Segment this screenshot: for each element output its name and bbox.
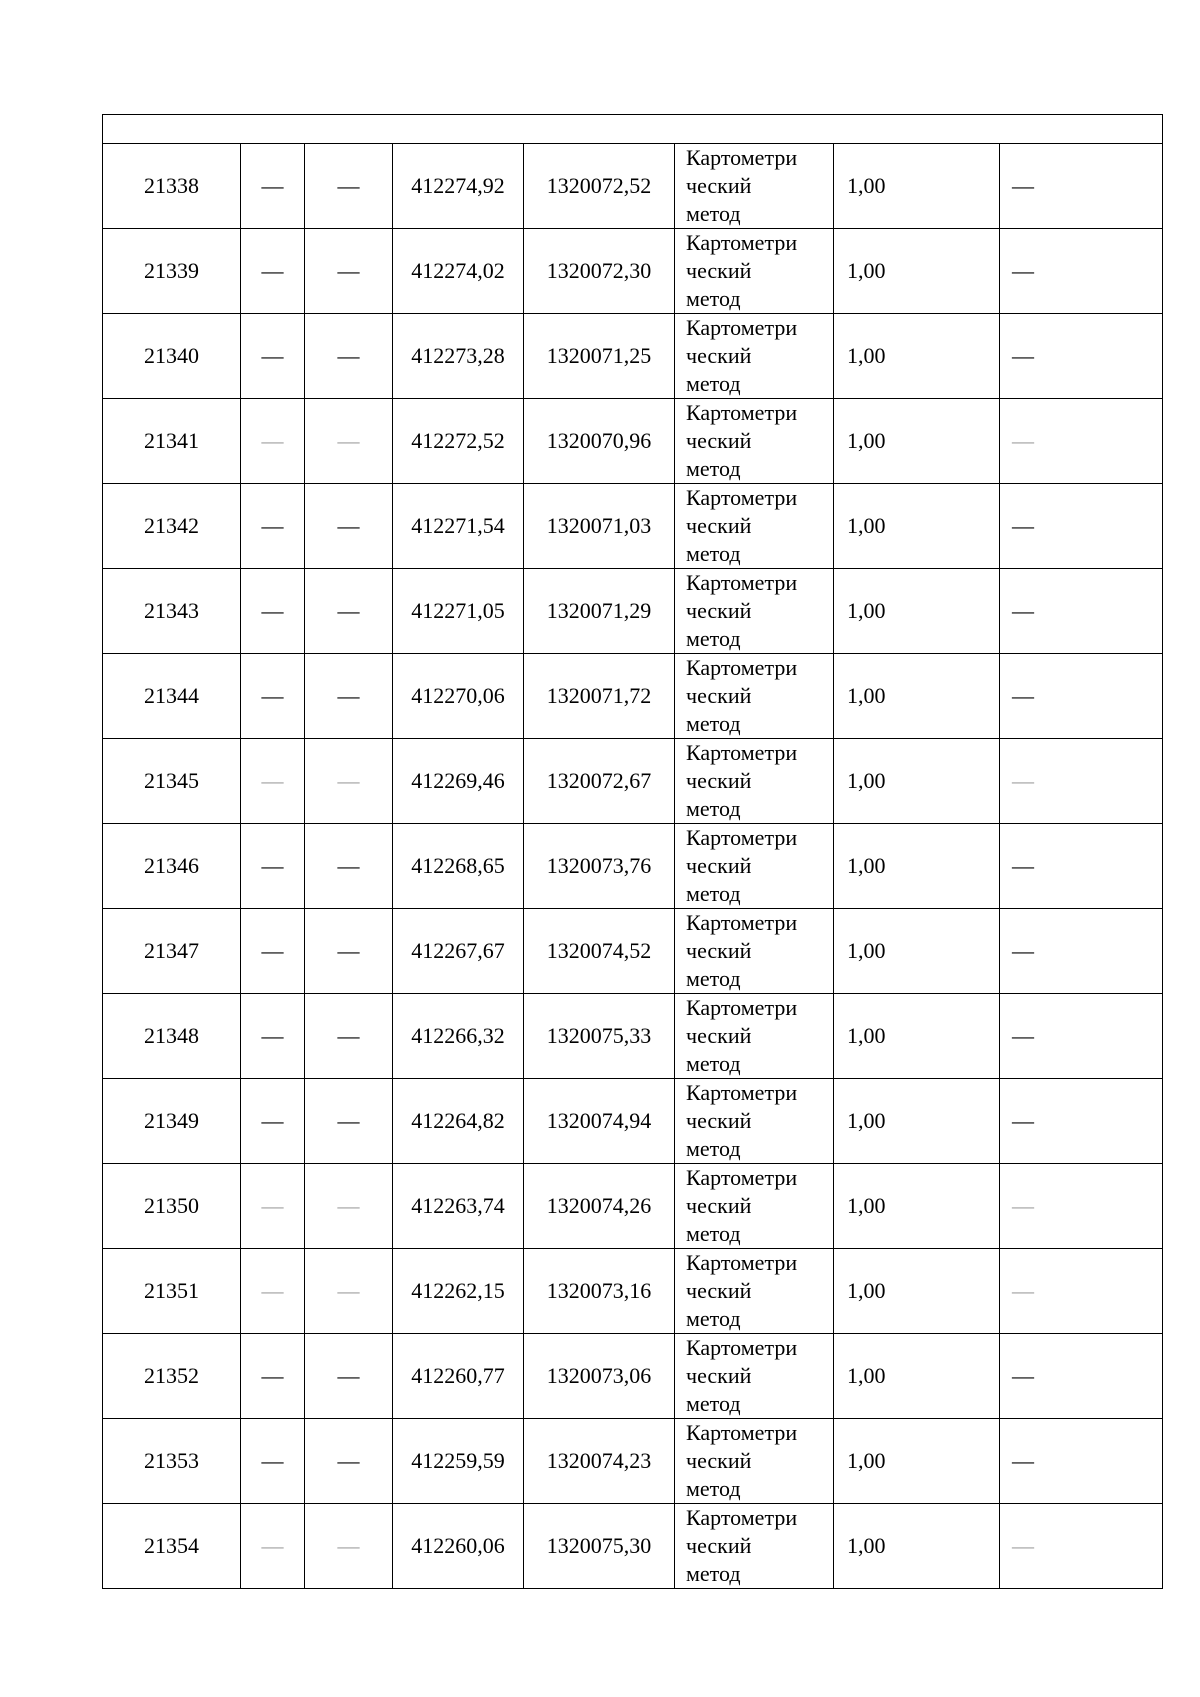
- empty-dash-cell: —: [241, 1504, 305, 1589]
- method-line: ческий: [686, 938, 752, 963]
- x-coordinate-cell: 412267,67: [393, 909, 524, 994]
- table-row: [103, 569, 1163, 654]
- description-dash-cell: —: [1000, 1079, 1163, 1164]
- table-row: [103, 824, 1163, 909]
- description-dash-cell: —: [1000, 569, 1163, 654]
- method-cell: [675, 314, 834, 399]
- point-number-cell: 21339: [103, 229, 241, 314]
- accuracy-cell: 1,00: [834, 144, 1000, 229]
- empty-dash-cell: —: [241, 569, 305, 654]
- empty-dash-cell: —: [241, 1334, 305, 1419]
- method-line: метод: [686, 711, 741, 736]
- method-line: Картометри: [686, 315, 798, 340]
- method-line: Картометри: [686, 995, 798, 1020]
- point-number-cell: 21345: [103, 739, 241, 824]
- y-coordinate-cell: 1320071,72: [524, 654, 675, 739]
- method-line: ческий: [686, 1023, 752, 1048]
- method-line: Картометри: [686, 485, 798, 510]
- method-cell: [675, 1249, 834, 1334]
- accuracy-cell: 1,00: [834, 1079, 1000, 1164]
- method-cell: [675, 1504, 834, 1589]
- method-line: Картометри: [686, 1420, 798, 1445]
- empty-dash-cell: —: [305, 1419, 393, 1504]
- x-coordinate-cell: 412271,05: [393, 569, 524, 654]
- y-coordinate-cell: 1320074,26: [524, 1164, 675, 1249]
- x-coordinate-cell: 412274,92: [393, 144, 524, 229]
- empty-dash-cell: —: [305, 229, 393, 314]
- method-line: ческий: [686, 1278, 752, 1303]
- y-coordinate-cell: 1320070,96: [524, 399, 675, 484]
- method-cell: [675, 1079, 834, 1164]
- method-line: метод: [686, 456, 741, 481]
- accuracy-cell: 1,00: [834, 1419, 1000, 1504]
- empty-dash-cell: —: [241, 739, 305, 824]
- method-line: ческий: [686, 853, 752, 878]
- empty-dash-cell: —: [305, 994, 393, 1079]
- accuracy-cell: 1,00: [834, 484, 1000, 569]
- method-line: метод: [686, 286, 741, 311]
- x-coordinate-cell: 412271,54: [393, 484, 524, 569]
- accuracy-cell: 1,00: [834, 909, 1000, 994]
- description-dash-cell: —: [1000, 739, 1163, 824]
- table-row: [103, 909, 1163, 994]
- method-cell: [675, 399, 834, 484]
- table-row: [103, 229, 1163, 314]
- method-line: Картометри: [686, 655, 798, 680]
- method-line: метод: [686, 1476, 741, 1501]
- method-line: Картометри: [686, 910, 798, 935]
- accuracy-cell: 1,00: [834, 739, 1000, 824]
- method-cell: [675, 569, 834, 654]
- table-row: [103, 1334, 1163, 1419]
- point-number-cell: 21353: [103, 1419, 241, 1504]
- empty-dash-cell: —: [305, 1334, 393, 1419]
- method-line: ческий: [686, 428, 752, 453]
- method-line: ческий: [686, 1533, 752, 1558]
- empty-dash-cell: —: [241, 654, 305, 739]
- empty-dash-cell: —: [305, 1164, 393, 1249]
- table-row: [103, 1164, 1163, 1249]
- method-line: Картометри: [686, 230, 798, 255]
- accuracy-cell: 1,00: [834, 1334, 1000, 1419]
- method-line: метод: [686, 881, 741, 906]
- y-coordinate-cell: 1320072,30: [524, 229, 675, 314]
- description-dash-cell: —: [1000, 484, 1163, 569]
- method-cell: [675, 484, 834, 569]
- description-dash-cell: —: [1000, 994, 1163, 1079]
- accuracy-cell: 1,00: [834, 824, 1000, 909]
- table-row: [103, 1504, 1163, 1589]
- method-cell: [675, 909, 834, 994]
- method-line: метод: [686, 1221, 741, 1246]
- table-row: [103, 314, 1163, 399]
- method-line: метод: [686, 966, 741, 991]
- accuracy-cell: 1,00: [834, 654, 1000, 739]
- method-line: Картометри: [686, 825, 798, 850]
- table-row: [103, 654, 1163, 739]
- description-dash-cell: —: [1000, 654, 1163, 739]
- accuracy-cell: 1,00: [834, 399, 1000, 484]
- accuracy-cell: 1,00: [834, 994, 1000, 1079]
- method-cell: [675, 739, 834, 824]
- description-dash-cell: —: [1000, 909, 1163, 994]
- point-number-cell: 21341: [103, 399, 241, 484]
- method-line: Картометри: [686, 400, 798, 425]
- empty-dash-cell: —: [305, 1504, 393, 1589]
- method-line: ческий: [686, 1448, 752, 1473]
- y-coordinate-cell: 1320074,52: [524, 909, 675, 994]
- x-coordinate-cell: 412260,77: [393, 1334, 524, 1419]
- table-row: [103, 399, 1163, 484]
- table-body: [103, 144, 1163, 1589]
- x-coordinate-cell: 412273,28: [393, 314, 524, 399]
- x-coordinate-cell: 412270,06: [393, 654, 524, 739]
- method-cell: [675, 144, 834, 229]
- empty-dash-cell: —: [305, 569, 393, 654]
- empty-dash-cell: —: [305, 144, 393, 229]
- accuracy-cell: 1,00: [834, 569, 1000, 654]
- empty-dash-cell: —: [305, 1249, 393, 1334]
- accuracy-cell: 1,00: [834, 314, 1000, 399]
- table-row: [103, 1249, 1163, 1334]
- point-number-cell: 21343: [103, 569, 241, 654]
- description-dash-cell: —: [1000, 1504, 1163, 1589]
- method-line: метод: [686, 1051, 741, 1076]
- empty-dash-cell: —: [241, 994, 305, 1079]
- empty-dash-cell: —: [241, 824, 305, 909]
- method-line: метод: [686, 1306, 741, 1331]
- accuracy-cell: 1,00: [834, 1249, 1000, 1334]
- accuracy-cell: 1,00: [834, 229, 1000, 314]
- description-dash-cell: —: [1000, 1419, 1163, 1504]
- method-line: метод: [686, 1391, 741, 1416]
- method-line: Картометри: [686, 1165, 798, 1190]
- empty-dash-cell: —: [241, 314, 305, 399]
- empty-dash-cell: —: [305, 314, 393, 399]
- table-row: [103, 484, 1163, 569]
- description-dash-cell: —: [1000, 824, 1163, 909]
- table-row: [103, 1419, 1163, 1504]
- y-coordinate-cell: 1320072,67: [524, 739, 675, 824]
- empty-dash-cell: —: [241, 229, 305, 314]
- table-row: [103, 144, 1163, 229]
- y-coordinate-cell: 1320073,16: [524, 1249, 675, 1334]
- method-line: ческий: [686, 258, 752, 283]
- method-line: Картометри: [686, 145, 798, 170]
- y-coordinate-cell: 1320074,94: [524, 1079, 675, 1164]
- method-line: метод: [686, 371, 741, 396]
- x-coordinate-cell: 412274,02: [393, 229, 524, 314]
- method-line: метод: [686, 1136, 741, 1161]
- table-header-bar: [102, 114, 1163, 143]
- point-number-cell: 21354: [103, 1504, 241, 1589]
- description-dash-cell: —: [1000, 314, 1163, 399]
- description-dash-cell: —: [1000, 1334, 1163, 1419]
- method-line: Картометри: [686, 1080, 798, 1105]
- point-number-cell: 21338: [103, 144, 241, 229]
- x-coordinate-cell: 412264,82: [393, 1079, 524, 1164]
- x-coordinate-cell: 412266,32: [393, 994, 524, 1079]
- point-number-cell: 21351: [103, 1249, 241, 1334]
- empty-dash-cell: —: [305, 739, 393, 824]
- accuracy-cell: 1,00: [834, 1164, 1000, 1249]
- method-line: ческий: [686, 683, 752, 708]
- empty-dash-cell: —: [241, 484, 305, 569]
- x-coordinate-cell: 412263,74: [393, 1164, 524, 1249]
- empty-dash-cell: —: [241, 1164, 305, 1249]
- method-line: ческий: [686, 343, 752, 368]
- method-line: ческий: [686, 513, 752, 538]
- y-coordinate-cell: 1320071,25: [524, 314, 675, 399]
- empty-dash-cell: —: [305, 1079, 393, 1164]
- empty-dash-cell: —: [241, 1249, 305, 1334]
- x-coordinate-cell: 412272,52: [393, 399, 524, 484]
- description-dash-cell: —: [1000, 1164, 1163, 1249]
- empty-dash-cell: —: [305, 909, 393, 994]
- method-line: метод: [686, 796, 741, 821]
- empty-dash-cell: —: [305, 484, 393, 569]
- method-line: ческий: [686, 1363, 752, 1388]
- empty-dash-cell: —: [241, 1419, 305, 1504]
- method-line: метод: [686, 1561, 741, 1586]
- table-row: [103, 1079, 1163, 1164]
- method-cell: [675, 994, 834, 1079]
- empty-dash-cell: —: [305, 399, 393, 484]
- x-coordinate-cell: 412268,65: [393, 824, 524, 909]
- method-line: ческий: [686, 768, 752, 793]
- method-line: Картометри: [686, 1250, 798, 1275]
- method-cell: [675, 1164, 834, 1249]
- method-cell: [675, 1419, 834, 1504]
- table-row: [103, 994, 1163, 1079]
- method-line: ческий: [686, 1193, 752, 1218]
- description-dash-cell: —: [1000, 1249, 1163, 1334]
- coordinates-table: [102, 143, 1163, 1589]
- point-number-cell: 21347: [103, 909, 241, 994]
- y-coordinate-cell: 1320073,76: [524, 824, 675, 909]
- method-cell: [675, 654, 834, 739]
- empty-dash-cell: —: [241, 909, 305, 994]
- method-line: Картометри: [686, 740, 798, 765]
- point-number-cell: 21349: [103, 1079, 241, 1164]
- description-dash-cell: —: [1000, 399, 1163, 484]
- point-number-cell: 21346: [103, 824, 241, 909]
- x-coordinate-cell: 412269,46: [393, 739, 524, 824]
- point-number-cell: 21348: [103, 994, 241, 1079]
- method-line: метод: [686, 626, 741, 651]
- method-line: ческий: [686, 1108, 752, 1133]
- empty-dash-cell: —: [241, 144, 305, 229]
- y-coordinate-cell: 1320072,52: [524, 144, 675, 229]
- method-cell: [675, 1334, 834, 1419]
- point-number-cell: 21344: [103, 654, 241, 739]
- description-dash-cell: —: [1000, 144, 1163, 229]
- y-coordinate-cell: 1320075,33: [524, 994, 675, 1079]
- point-number-cell: 21352: [103, 1334, 241, 1419]
- y-coordinate-cell: 1320074,23: [524, 1419, 675, 1504]
- empty-dash-cell: —: [241, 1079, 305, 1164]
- method-line: Картометри: [686, 570, 798, 595]
- y-coordinate-cell: 1320073,06: [524, 1334, 675, 1419]
- x-coordinate-cell: 412262,15: [393, 1249, 524, 1334]
- point-number-cell: 21342: [103, 484, 241, 569]
- method-line: метод: [686, 201, 741, 226]
- method-line: ческий: [686, 173, 752, 198]
- method-line: метод: [686, 541, 741, 566]
- accuracy-cell: 1,00: [834, 1504, 1000, 1589]
- point-number-cell: 21340: [103, 314, 241, 399]
- y-coordinate-cell: 1320071,29: [524, 569, 675, 654]
- empty-dash-cell: —: [305, 654, 393, 739]
- point-number-cell: 21350: [103, 1164, 241, 1249]
- method-cell: [675, 824, 834, 909]
- method-line: Картометри: [686, 1505, 798, 1530]
- x-coordinate-cell: 412259,59: [393, 1419, 524, 1504]
- description-dash-cell: —: [1000, 229, 1163, 314]
- y-coordinate-cell: 1320071,03: [524, 484, 675, 569]
- method-line: Картометри: [686, 1335, 798, 1360]
- y-coordinate-cell: 1320075,30: [524, 1504, 675, 1589]
- method-line: ческий: [686, 598, 752, 623]
- x-coordinate-cell: 412260,06: [393, 1504, 524, 1589]
- table-row: [103, 739, 1163, 824]
- empty-dash-cell: —: [305, 824, 393, 909]
- method-cell: [675, 229, 834, 314]
- empty-dash-cell: —: [241, 399, 305, 484]
